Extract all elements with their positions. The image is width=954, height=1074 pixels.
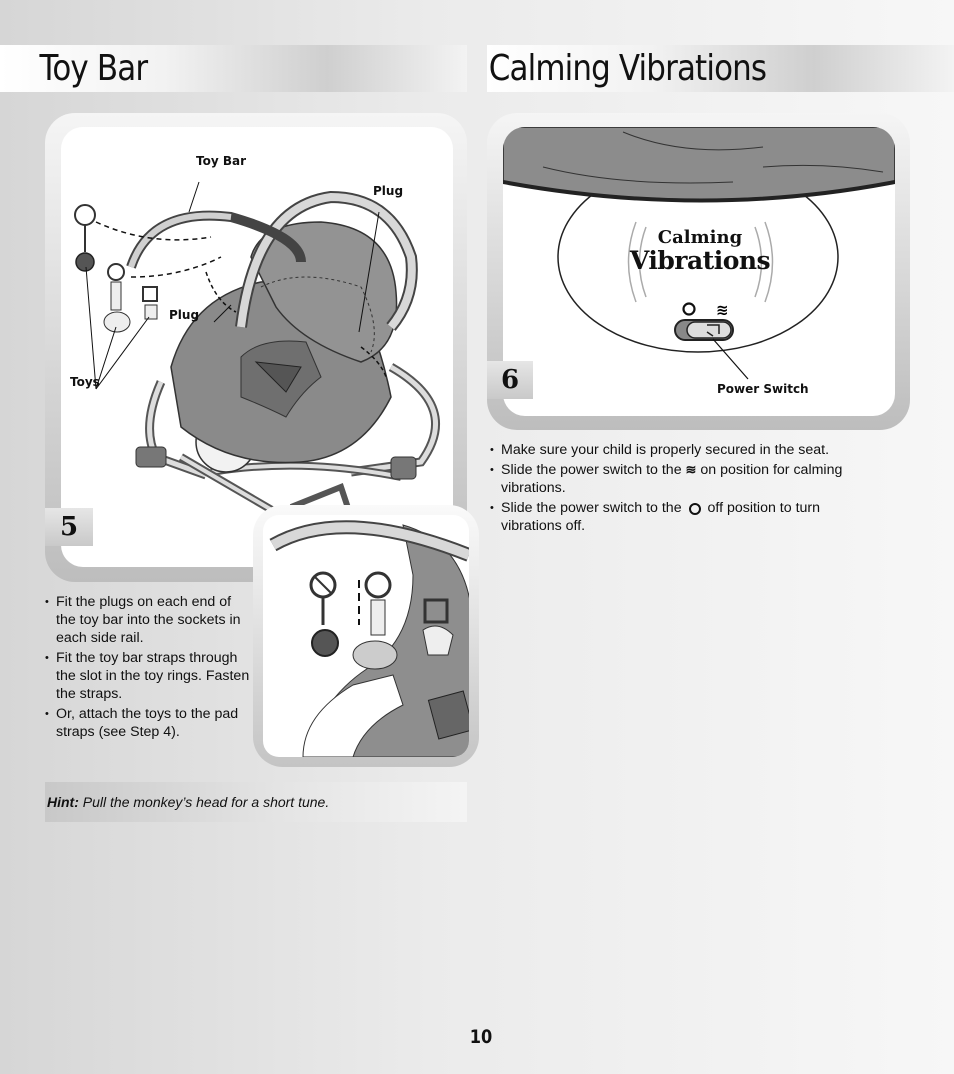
- toy-detail-panel: [253, 505, 479, 767]
- svg-text:≋: ≋: [716, 301, 729, 319]
- logo-line-vibrations: Vibrations: [629, 246, 771, 275]
- vibration-on-icon: ≋: [685, 462, 697, 478]
- calming-vibrations-heading: Calming Vibrations: [488, 48, 767, 89]
- step-6-illustration-frame: [503, 127, 895, 416]
- toy-bar-instruction-1: • Fit the plugs on each end of the toy bar into the sockets in each side rail.: [45, 593, 250, 647]
- cv-instruction-1: • Make sure your child is properly secured in the seat.: [490, 441, 870, 459]
- power-switch-label: Power Switch: [717, 382, 809, 396]
- cv-instruction-2: • Slide the power switch to the ≋ on position for calming vibrations.: [490, 461, 870, 497]
- toy-bar-heading: Toy Bar: [39, 48, 148, 89]
- toy-detail-illustration: [263, 515, 469, 757]
- toy-bar-title-bar: [0, 45, 467, 92]
- toy-bar-instruction-2: • Fit the toy bar straps through the slot in the toy rings. Fasten the straps.: [45, 649, 250, 703]
- toy-bar-instructions: [45, 593, 250, 743]
- plug-right-label: Plug: [373, 184, 404, 198]
- plug-left-label: Plug: [169, 308, 200, 322]
- toy-bar-instruction-3: • Or, attach the toys to the pad straps (see Step 4).: [45, 705, 250, 741]
- step-6-badge: 6: [487, 361, 533, 399]
- step-6-panel: [487, 113, 910, 430]
- vibration-off-icon: [689, 503, 701, 515]
- toy-bar-label: Toy Bar: [196, 154, 246, 168]
- cv-instruction-3: • Slide the power switch to the off position to turn vibrations off.: [490, 499, 870, 535]
- calming-vibrations-instructions: [490, 441, 870, 537]
- toys-label: Toys: [70, 375, 100, 389]
- toy-detail-frame: [263, 515, 469, 757]
- step-5-illustration-frame: [61, 127, 453, 567]
- logo-line-calming: Calming: [657, 227, 743, 248]
- hint-text: Pull the monkey’s head for a short tune.: [78, 794, 330, 810]
- calming-vibrations-title-bar: [487, 45, 954, 92]
- hint-label: Hint:: [47, 794, 79, 810]
- step-5-badge: 5: [45, 508, 93, 546]
- calming-vibrations-logo: [615, 229, 785, 275]
- hint-box: [45, 782, 467, 822]
- page-number: 10: [469, 1026, 493, 1048]
